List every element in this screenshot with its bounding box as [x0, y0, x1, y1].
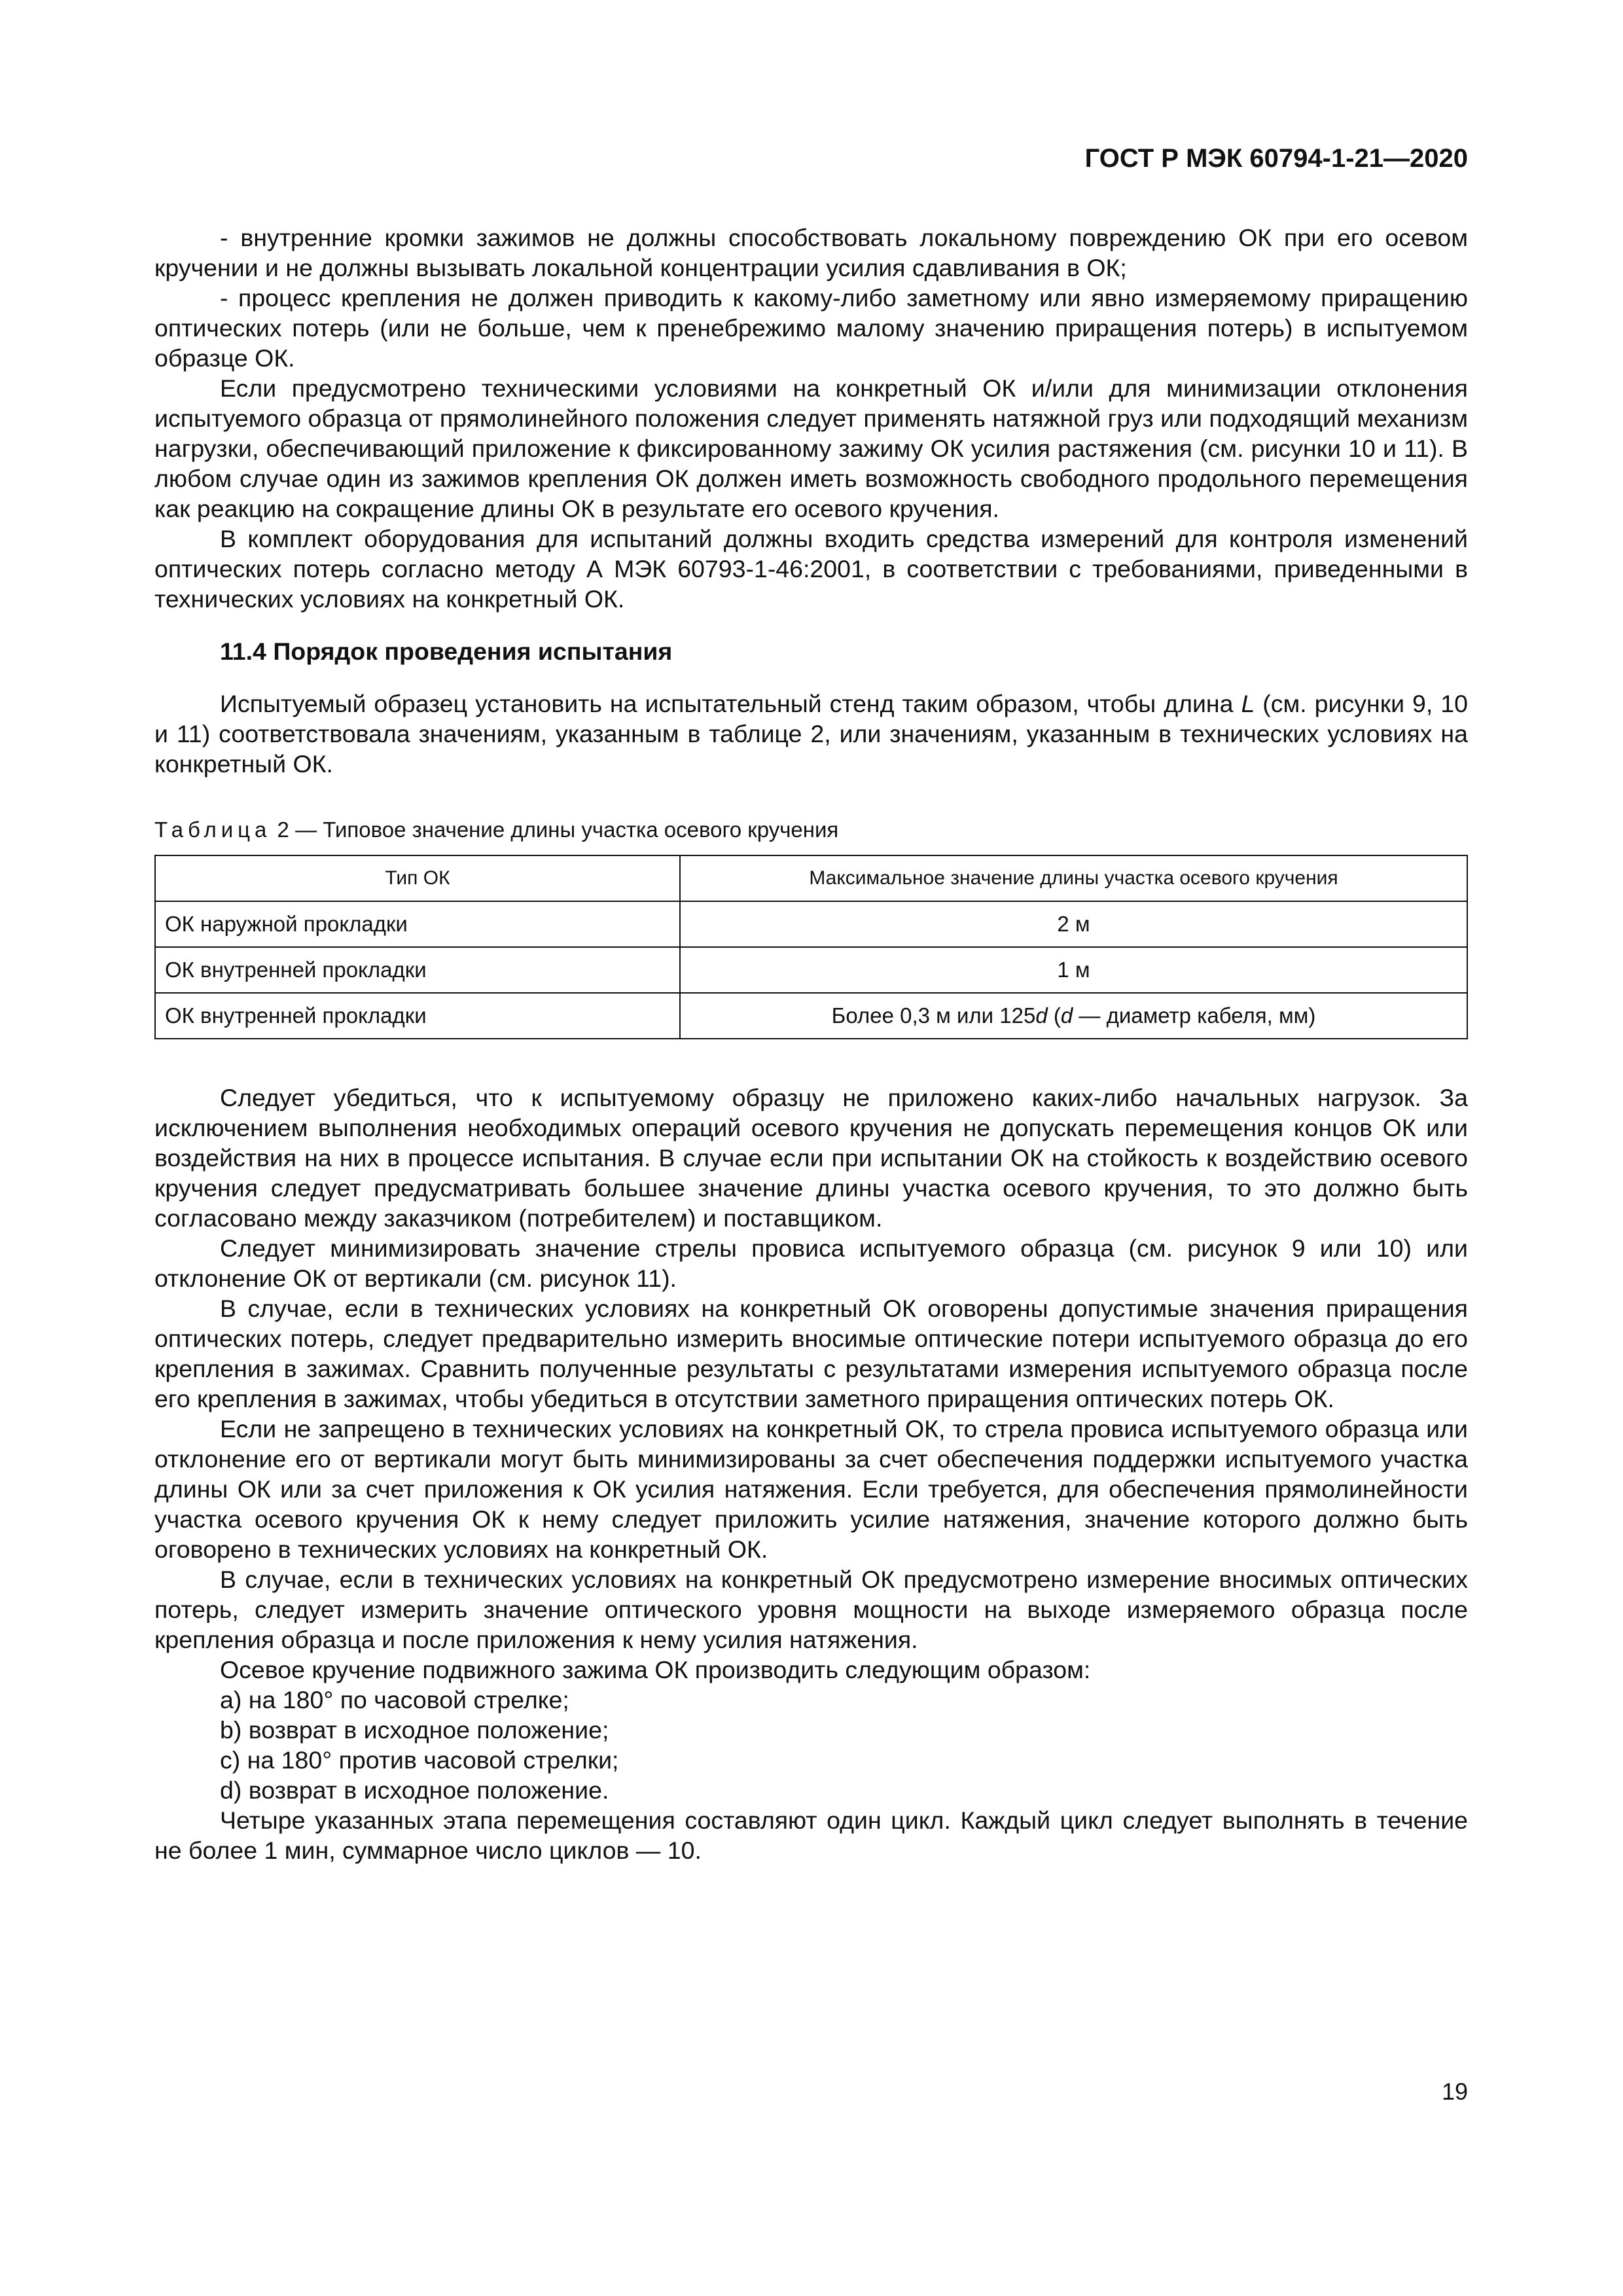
cell-cable-type: ОК наружной прокладки [155, 901, 680, 947]
cell-cable-type: ОК внутренней прокладки [155, 947, 680, 993]
paragraph-sample-installation [154, 689, 1468, 779]
paragraph-sag-minimization: Если не запрещено в технических условиях на конкретный ОК, то стрела провиса испытуемого образца или отклонение его от вертикали могут быть минимизированы за счет обеспечения поддержки испытуемого участка длины ОК или за счет приложения к ОК усилия натяжения. Если требуется, для обеспечения прямолинейности участка осевого кручения ОК к нему следует приложить усилие натяжения, значение которого должно быть оговорено в технических условиях на конкретный ОК. [154, 1415, 1468, 1563]
cell-max-length: 2 м [680, 901, 1467, 947]
table-caption [154, 817, 1468, 843]
paragraph-twist-procedure: Осевое кручение подвижного зажима ОК производить следующим образом: [220, 1656, 1091, 1683]
cell-cable-type: ОК внутренней прокладки [155, 993, 680, 1039]
paragraph-cycle-count: Четыре указанных этапа перемещения составляют один цикл. Каждый цикл следует выполнять в течение не более 1 мин, суммарное число циклов — 10. [154, 1806, 1468, 1864]
paragraph-test-equipment: В комплект оборудования для испытаний должны входить средства измерений для контроля изменений оптических потерь согласно методу А МЭК 60793-1-46:2001, в соответствии с требованиями, приведенными в технических условиях на конкретный ОК. [154, 525, 1468, 613]
table-caption-label: Таблица [154, 817, 272, 842]
cell-max-length: 1 м [680, 947, 1467, 993]
column-header-cable-type: Тип ОК [155, 855, 680, 901]
list-item-step-c: c) на 180° против часовой стрелки; [220, 1746, 619, 1774]
paragraph-loss-measurement: В случае, если в технических условиях на конкретный ОК оговорены допустимые значения приращения оптических потерь, следует предварительно измерить вносимые оптические потери испытуемого образца до его крепления в зажимах. Сравнить полученные результаты с результатами измерения испытуемого образца после его крепления в зажимах, чтобы убедиться в отсутствии заметного приращения оптических потерь ОК. [154, 1295, 1468, 1412]
list-item-step-a: a) на 180° по часовой стрелке; [220, 1686, 569, 1713]
paragraph-power-level: В случае, если в технических условиях на конкретный ОК предусмотрено измерение вносимых оптических потерь, следует измерить значение оптического уровня мощности на выходе измеряемого образца после крепления образца и после приложения к нему усилия натяжения. [154, 1566, 1468, 1653]
twist-length-table [154, 855, 1468, 1039]
section-heading: 11.4 Порядок проведения испытания [220, 637, 673, 665]
list-item-step-b: b) возврат в исходное положение; [220, 1716, 609, 1744]
table-row [155, 993, 1467, 1039]
diameter-description: — диаметр кабеля, мм) [1073, 1003, 1316, 1028]
list-item-fixing-process: - процесс крепления не должен приводить к какому-либо заметному или явно измеряемому приращению оптических потерь (или не больше, чем к пренебрежимо малому значению приращения потерь) в испытуемом образце ОК. [154, 284, 1468, 372]
diameter-variable: d [1060, 1003, 1073, 1028]
table-row [155, 901, 1467, 947]
paren-open: ( [1047, 1003, 1061, 1028]
document-code-header: ГОСТ Р МЭК 60794-1-21—2020 [1084, 144, 1468, 173]
column-header-max-length: Максимальное значение длины участка осевого кручения [680, 855, 1467, 901]
paragraph-no-initial-loads: Следует убедиться, что к испытуемому образцу не приложено каких-либо начальных нагрузок. За исключением выполнения необходимых операций осевого кручения не допускать перемещения концов ОК или воздействия на них в процессе испытания. В случае если при испытании ОК на стойкость к воздействию осевого кручения следует предусматривать большее значение длины участка осевого кручения, то это должно быть согласовано между заказчиком (потребителем) и поставщиком. [154, 1084, 1468, 1232]
paragraph-minimize-sag: Следует минимизировать значение стрелы провиса испытуемого образца (см. рисунок 9 или 10) или отклонение ОК от вертикали (см. рисунок 11). [154, 1234, 1468, 1292]
table-caption-text: 2 — Типовое значение длины участка осевого кручения [271, 817, 839, 842]
table-header-row [155, 855, 1467, 901]
length-text-start: Более 0,3 м или 125 [831, 1003, 1036, 1028]
cell-max-length [680, 993, 1467, 1039]
document-body [154, 223, 1468, 1865]
list-item-clamp-edges: - внутренние кромки зажимов не должны способствовать локальному повреждению ОК при его осевом кручении и не должны вызывать локальной концентрации усилия сдавливания в ОК; [154, 224, 1468, 281]
diameter-variable: d [1035, 1003, 1048, 1028]
paragraph-tension-weight: Если предусмотрено техническими условиями на конкретный ОК и/или для минимизации отклонения испытуемого образца от прямолинейного положения следует применять натяжной груз или подходящий механизм нагрузки, обеспечивающий приложение к фиксированному зажиму ОК усилия растяжения (см. рисунки 10 и 11). В любом случае один из зажимов крепления ОК должен иметь возможность свободного продольного перемещения как реакцию на сокращение длины ОК в результате его осевого кручения. [154, 374, 1468, 522]
list-item-step-d: d) возврат в исходное положение. [220, 1776, 609, 1804]
length-variable: L [1241, 690, 1255, 717]
page-number: 19 [1441, 2078, 1468, 2105]
table-row [155, 947, 1467, 993]
intro-text-end: (см. рисунки 9, 10 и 11) соответствовала значениям, указанным в таблице 2, или значениям, указанным в технических условиях на конкретный ОК. [154, 690, 1468, 778]
intro-text-start: Испытуемый образец установить на испытательный стенд таким образом, чтобы длина [220, 690, 1241, 717]
